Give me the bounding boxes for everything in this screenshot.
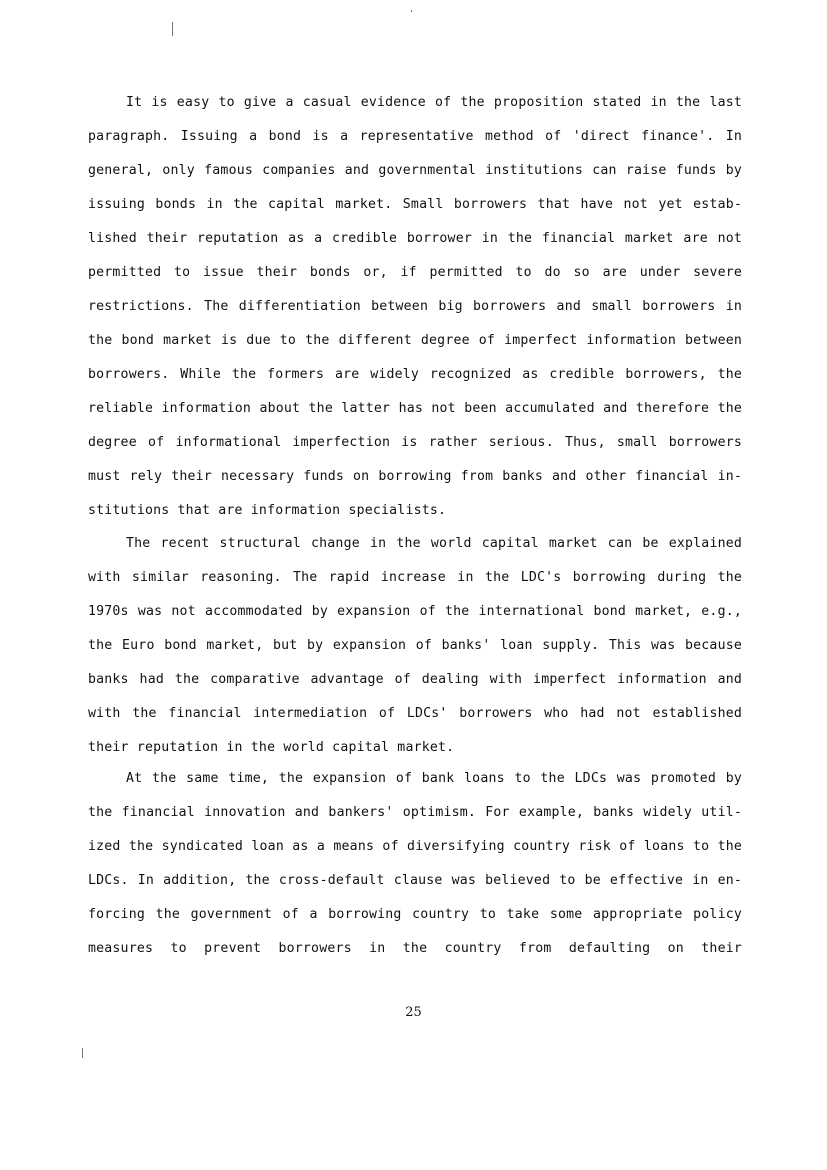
- text-line: reliable information about the latter has not been accumulated and therefore the: [88, 401, 742, 416]
- text-line: permitted to issue their bonds or, if permitted to do so are under severe: [88, 265, 742, 280]
- text-line: ized the syndicated loan as a means of diversifying country risk of loans to the: [88, 839, 742, 854]
- scan-speck: [82, 1048, 83, 1058]
- text-line: 1970s was not accommodated by expansion of the international bond market, e.g.,: [88, 604, 742, 619]
- text-line: It is easy to give a casual evidence of the proposition stated in the last: [126, 95, 742, 110]
- text-line: stitutions that are information specialists.: [88, 503, 447, 518]
- text-line: must rely their necessary funds on borrowing from banks and other financial in-: [88, 469, 742, 484]
- text-line: measures to prevent borrowers in the country from defaulting on their: [88, 941, 742, 956]
- text-line: forcing the government of a borrowing country to take some appropriate policy: [88, 907, 742, 922]
- text-line: with the financial intermediation of LDCs' borrowers who had not established: [88, 706, 742, 721]
- text-line: lished their reputation as a credible borrower in the financial market are not: [88, 231, 742, 246]
- text-line: banks had the comparative advantage of dealing with imperfect information and: [88, 672, 742, 687]
- text-line: with similar reasoning. The rapid increase in the LDC's borrowing during the: [88, 570, 742, 585]
- text-line: the Euro bond market, but by expansion of banks' loan supply. This was because: [88, 638, 742, 653]
- text-line: borrowers. While the formers are widely recognized as credible borrowers, the: [88, 367, 742, 382]
- text-line: the bond market is due to the different degree of imperfect information between: [88, 333, 742, 348]
- scan-speck: [172, 22, 173, 36]
- text-line: restrictions. The differentiation between big borrowers and small borrowers in: [88, 299, 742, 314]
- page-number: 25: [405, 1005, 422, 1020]
- text-line: general, only famous companies and governmental institutions can raise funds by: [88, 163, 742, 178]
- text-line: issuing bonds in the capital market. Small borrowers that have not yet estab-: [88, 197, 742, 212]
- text-line: degree of informational imperfection is rather serious. Thus, small borrowers: [88, 435, 742, 450]
- text-line: At the same time, the expansion of bank loans to the LDCs was promoted by: [126, 771, 742, 786]
- text-line: LDCs. In addition, the cross-default clause was believed to be effective in en-: [88, 873, 742, 888]
- text-line: The recent structural change in the world capital market can be explained: [126, 536, 742, 551]
- text-line: paragraph. Issuing a bond is a representative method of 'direct finance'. In: [88, 129, 742, 144]
- text-line: the financial innovation and bankers' optimism. For example, banks widely util-: [88, 805, 742, 820]
- scan-speck: [411, 10, 412, 12]
- text-line: their reputation in the world capital market.: [88, 740, 455, 755]
